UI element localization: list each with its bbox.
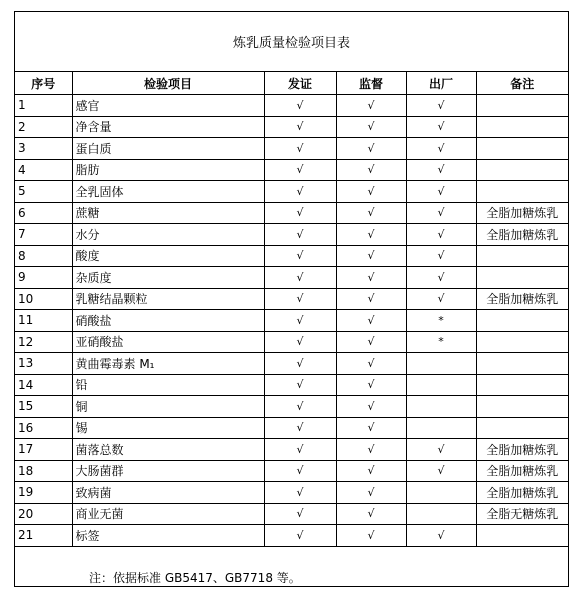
supervision-mark: √	[336, 525, 406, 547]
table-row	[15, 267, 568, 289]
table-row	[15, 503, 568, 525]
table-row	[15, 353, 568, 375]
header-item: 检验项目	[72, 72, 264, 95]
supervision-mark: √	[336, 310, 406, 332]
item-cell: 锡	[72, 417, 264, 439]
factory-mark: √	[406, 116, 476, 138]
supervision-mark: √	[336, 245, 406, 267]
remark-cell	[476, 138, 568, 160]
serial-cell: 6	[15, 202, 72, 224]
remark-cell	[476, 396, 568, 418]
factory-mark	[406, 353, 476, 375]
factory-mark: √	[406, 159, 476, 181]
item-cell: 净含量	[72, 116, 264, 138]
table-row	[15, 396, 568, 418]
certification-mark: √	[264, 482, 336, 504]
remark-cell	[476, 331, 568, 353]
item-cell: 感官	[72, 95, 264, 117]
supervision-mark: √	[336, 417, 406, 439]
table-row	[15, 116, 568, 138]
supervision-mark: √	[336, 503, 406, 525]
serial-cell: 21	[15, 525, 72, 547]
serial-cell: 15	[15, 396, 72, 418]
table-row	[15, 460, 568, 482]
table-row	[15, 138, 568, 160]
certification-mark: √	[264, 181, 336, 203]
table-row	[15, 224, 568, 246]
factory-mark	[406, 482, 476, 504]
supervision-mark: √	[336, 95, 406, 117]
table-row	[15, 310, 568, 332]
factory-mark: √	[406, 267, 476, 289]
supervision-mark: √	[336, 374, 406, 396]
item-cell: 菌落总数	[72, 439, 264, 461]
table-row	[15, 202, 568, 224]
table-row	[15, 288, 568, 310]
remark-cell	[476, 525, 568, 547]
certification-mark: √	[264, 159, 336, 181]
supervision-mark: √	[336, 353, 406, 375]
serial-cell: 4	[15, 159, 72, 181]
item-cell: 乳糖结晶颗粒	[72, 288, 264, 310]
serial-cell: 10	[15, 288, 72, 310]
remark-cell: 全脂加糖炼乳	[476, 288, 568, 310]
remark-cell	[476, 374, 568, 396]
certification-mark: √	[264, 95, 336, 117]
supervision-mark: √	[336, 460, 406, 482]
serial-cell: 20	[15, 503, 72, 525]
remark-cell	[476, 267, 568, 289]
serial-cell: 16	[15, 417, 72, 439]
table-row	[15, 181, 568, 203]
factory-mark: √	[406, 245, 476, 267]
remark-cell: 全脂加糖炼乳	[476, 460, 568, 482]
factory-mark: *	[406, 331, 476, 353]
table-header-row	[15, 72, 568, 95]
certification-mark: √	[264, 374, 336, 396]
table-row	[15, 525, 568, 547]
item-cell: 蔗糖	[72, 202, 264, 224]
factory-mark: √	[406, 138, 476, 160]
item-cell: 蛋白质	[72, 138, 264, 160]
table-row	[15, 374, 568, 396]
certification-mark: √	[264, 116, 336, 138]
serial-cell: 7	[15, 224, 72, 246]
table-title: 炼乳质量检验项目表	[232, 36, 350, 51]
certification-mark: √	[264, 288, 336, 310]
certification-mark: √	[264, 138, 336, 160]
serial-cell: 18	[15, 460, 72, 482]
supervision-mark: √	[336, 116, 406, 138]
table-row	[15, 331, 568, 353]
table-row	[15, 159, 568, 181]
factory-mark: √	[406, 202, 476, 224]
document-frame	[14, 11, 569, 587]
certification-mark: √	[264, 353, 336, 375]
item-cell: 酸度	[72, 245, 264, 267]
serial-cell: 2	[15, 116, 72, 138]
supervision-mark: √	[336, 181, 406, 203]
remark-cell	[476, 95, 568, 117]
remark-cell	[476, 310, 568, 332]
remark-cell	[476, 353, 568, 375]
supervision-mark: √	[336, 202, 406, 224]
certification-mark: √	[264, 525, 336, 547]
header-supervision: 监督	[336, 72, 406, 95]
serial-cell: 14	[15, 374, 72, 396]
serial-cell: 9	[15, 267, 72, 289]
factory-mark: √	[406, 95, 476, 117]
certification-mark: √	[264, 245, 336, 267]
remark-cell	[476, 417, 568, 439]
header-certification: 发证	[264, 72, 336, 95]
factory-mark: *	[406, 310, 476, 332]
factory-mark: √	[406, 460, 476, 482]
certification-mark: √	[264, 460, 336, 482]
footnote: 注：依据标准 GB5417、GB7718 等。	[89, 571, 301, 585]
remark-cell	[476, 159, 568, 181]
header-serial: 序号	[15, 72, 72, 95]
certification-mark: √	[264, 396, 336, 418]
header-factory: 出厂	[406, 72, 476, 95]
inspection-table	[15, 71, 568, 547]
certification-mark: √	[264, 417, 336, 439]
remark-cell	[476, 245, 568, 267]
item-cell: 大肠菌群	[72, 460, 264, 482]
factory-mark	[406, 417, 476, 439]
table-body	[15, 95, 568, 547]
factory-mark: √	[406, 181, 476, 203]
serial-cell: 11	[15, 310, 72, 332]
item-cell: 脂肪	[72, 159, 264, 181]
serial-cell: 12	[15, 331, 72, 353]
table-row	[15, 417, 568, 439]
item-cell: 致病菌	[72, 482, 264, 504]
factory-mark: √	[406, 288, 476, 310]
remark-cell: 全脂加糖炼乳	[476, 482, 568, 504]
table-row	[15, 482, 568, 504]
item-cell: 铅	[72, 374, 264, 396]
serial-cell: 3	[15, 138, 72, 160]
supervision-mark: √	[336, 331, 406, 353]
remark-cell	[476, 116, 568, 138]
remark-cell: 全脂无糖炼乳	[476, 503, 568, 525]
certification-mark: √	[264, 503, 336, 525]
serial-cell: 8	[15, 245, 72, 267]
table-row	[15, 439, 568, 461]
serial-cell: 1	[15, 95, 72, 117]
item-cell: 铜	[72, 396, 264, 418]
table-row	[15, 245, 568, 267]
certification-mark: √	[264, 439, 336, 461]
certification-mark: √	[264, 224, 336, 246]
remark-cell: 全脂加糖炼乳	[476, 439, 568, 461]
certification-mark: √	[264, 331, 336, 353]
certification-mark: √	[264, 310, 336, 332]
item-cell: 标签	[72, 525, 264, 547]
supervision-mark: √	[336, 224, 406, 246]
item-cell: 黄曲霉毒素 M₁	[72, 353, 264, 375]
remark-cell	[476, 181, 568, 203]
remark-cell: 全脂加糖炼乳	[476, 224, 568, 246]
serial-cell: 13	[15, 353, 72, 375]
table-row	[15, 95, 568, 117]
supervision-mark: √	[336, 267, 406, 289]
certification-mark: √	[264, 202, 336, 224]
supervision-mark: √	[336, 159, 406, 181]
factory-mark	[406, 396, 476, 418]
supervision-mark: √	[336, 288, 406, 310]
item-cell: 杂质度	[72, 267, 264, 289]
header-remarks: 备注	[476, 72, 568, 95]
serial-cell: 5	[15, 181, 72, 203]
factory-mark: √	[406, 224, 476, 246]
certification-mark: √	[264, 267, 336, 289]
serial-cell: 17	[15, 439, 72, 461]
factory-mark	[406, 503, 476, 525]
supervision-mark: √	[336, 482, 406, 504]
serial-cell: 19	[15, 482, 72, 504]
remark-cell: 全脂加糖炼乳	[476, 202, 568, 224]
item-cell: 亚硝酸盐	[72, 331, 264, 353]
item-cell: 全乳固体	[72, 181, 264, 203]
supervision-mark: √	[336, 396, 406, 418]
item-cell: 水分	[72, 224, 264, 246]
factory-mark: √	[406, 525, 476, 547]
item-cell: 硝酸盐	[72, 310, 264, 332]
factory-mark	[406, 374, 476, 396]
item-cell: 商业无菌	[72, 503, 264, 525]
factory-mark: √	[406, 439, 476, 461]
supervision-mark: √	[336, 138, 406, 160]
supervision-mark: √	[336, 439, 406, 461]
